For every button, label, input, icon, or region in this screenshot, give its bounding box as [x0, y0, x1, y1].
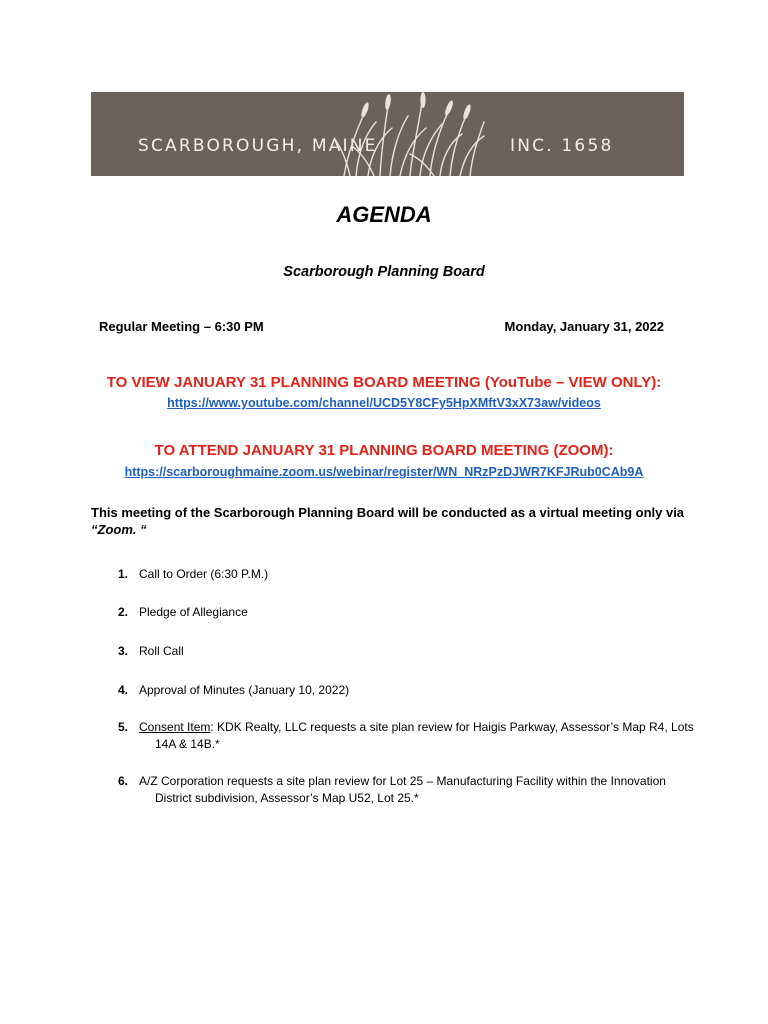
consent-colon: : [210, 720, 214, 734]
zoom-registration-link[interactable]: https://scarboroughmaine.zoom.us/webinar/register/WN_NRzPzDJWR7KFJRub0CAb9A [124, 465, 644, 479]
item-number: 2. [118, 605, 129, 619]
item-text: Approval of Minutes (January 10, 2022) [139, 683, 350, 697]
intro-paragraph [91, 504, 711, 538]
item-text: KDK Realty, LLC requests a site plan review for Haigis Parkway, Assessor’s Map R4, Lots [213, 720, 694, 734]
agenda-title: AGENDA [336, 202, 432, 227]
attend-meeting-heading: TO ATTEND JANUARY 31 PLANNING BOARD MEETING (ZOOM): [154, 442, 614, 459]
board-name: Scarborough Planning Board [283, 264, 485, 280]
item-number: 4. [118, 683, 129, 697]
meeting-time: Regular Meeting – 6:30 PM [99, 319, 264, 334]
item-text: Pledge of Allegiance [139, 605, 248, 619]
consent-item-label: Consent Item [139, 720, 211, 734]
list-item [118, 643, 718, 660]
view-meeting-heading: TO VIEW JANUARY 31 PLANNING BOARD MEETING (YouTube – VIEW ONLY): [106, 374, 662, 391]
list-item [118, 604, 718, 621]
youtube-link[interactable]: https://www.youtube.com/channel/UCD5Y8CFy5HpXMftV3xX73aw/videos [167, 396, 601, 410]
item-number: 1. [118, 567, 129, 581]
intro-zoom-text: “Zoom. “ [91, 522, 147, 537]
list-item [118, 773, 718, 807]
list-item [118, 682, 718, 699]
intro-text: This meeting of the Scarborough Planning Board will be conducted as a virtual meeting only via [91, 505, 685, 520]
item-number: 3. [118, 644, 129, 658]
meeting-date: Monday, January 31, 2022 [504, 319, 664, 334]
banner-incorporation-year: INC. 1658 [510, 136, 614, 156]
cattail-reeds-icon [334, 92, 499, 176]
item-text: A/Z Corporation requests a site plan review for Lot 25 – Manufacturing Facility within the Innovation [139, 774, 666, 788]
list-item [118, 719, 718, 753]
item-text: Call to Order (6:30 P.M.) [139, 567, 269, 581]
item-text-continued: 14A & 14B.* [155, 737, 220, 751]
banner-town-name: SCARBOROUGH, MAINE [138, 136, 378, 156]
item-text-continued: District subdivision, Assessor’s Map U52, Lot 25.* [155, 791, 419, 805]
item-number: 6. [118, 774, 129, 788]
list-item [118, 566, 718, 583]
item-content [118, 719, 718, 753]
item-number: 5. [118, 720, 129, 734]
item-text: Roll Call [139, 644, 184, 658]
item-content [118, 773, 718, 807]
header-banner [91, 92, 684, 176]
